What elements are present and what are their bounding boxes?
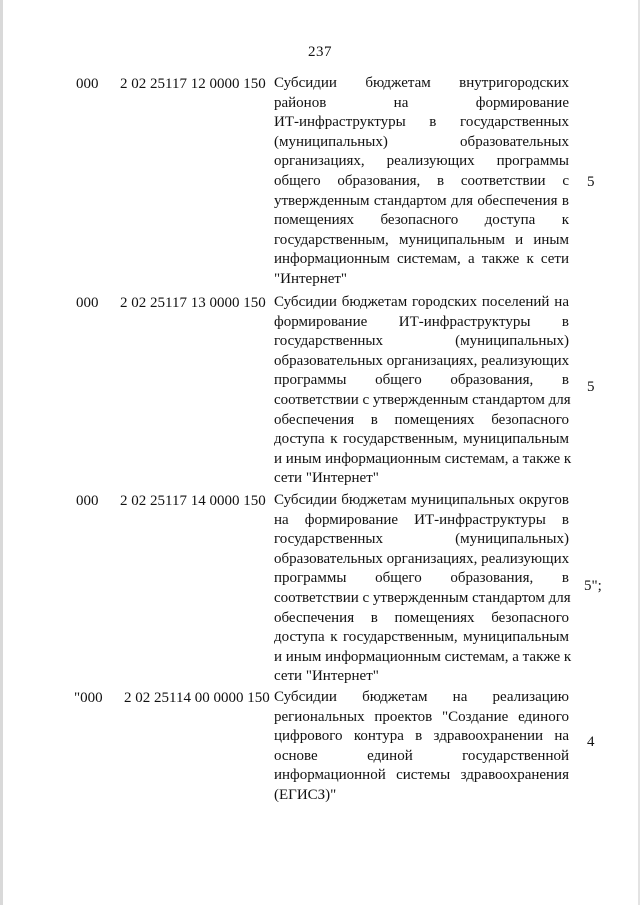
description-line: районов на формирование — [274, 94, 569, 111]
description-line: информационной системы здравоохранения — [274, 767, 569, 784]
description-line: Субсидии бюджетам на реализацию — [274, 689, 569, 705]
description-line: и иным информационным системам, а также к — [274, 450, 572, 467]
budget-code: 2 02 25117 14 0000 150 — [120, 493, 266, 509]
description-line: сети "Интернет" — [274, 668, 379, 685]
amount-value: 4 — [587, 734, 595, 750]
description-line: общего образования, в соответствии с — [274, 172, 569, 189]
description-line: программы общего образования, в — [274, 570, 569, 587]
row-description — [274, 293, 572, 489]
page-number: 237 — [308, 44, 332, 60]
admin-code: 000 — [76, 295, 99, 311]
description-line: Субсидии бюджетам внутригородских — [274, 75, 569, 91]
description-line: основе единой государственной — [274, 747, 569, 764]
description-line: соответствии с утвержденным стандартом для — [274, 589, 571, 606]
amount-value: 5"; — [584, 578, 602, 594]
description-line: Субсидии бюджетам муниципальных округов — [274, 492, 569, 508]
description-line: государственным, муниципальным и иным — [274, 231, 569, 248]
description-line: региональных проектов "Создание единого — [274, 708, 569, 725]
description-line: государственных (муниципальных) — [274, 333, 569, 350]
admin-code: 000 — [76, 76, 99, 92]
admin-code: "000 — [74, 690, 103, 706]
amount-value: 5 — [587, 379, 595, 395]
description-line: образовательных организациях, реализующих — [274, 550, 570, 567]
description-line: обеспечения в помещениях безопасного — [274, 609, 569, 626]
description-line: цифрового контура в здравоохранении на — [274, 728, 569, 745]
description-line: (муниципальных) образовательных — [274, 133, 569, 150]
amount-value: 5 — [587, 174, 595, 190]
description-line: и иным информационным системам, а также к — [274, 648, 572, 665]
description-line: обеспечения в помещениях безопасного — [274, 411, 569, 428]
description-line: помещениях безопасного доступа к — [274, 212, 569, 229]
description-line: ИТ-инфраструктуры в государственных — [274, 114, 569, 131]
description-line: "Интернет" — [274, 270, 348, 287]
description-line: образовательных организациях, реализующих — [274, 352, 570, 369]
row-description — [274, 74, 569, 290]
description-line: сети "Интернет" — [274, 470, 379, 487]
admin-code: 000 — [76, 493, 99, 509]
description-line: утвержденным стандартом для обеспечения в — [274, 192, 569, 209]
description-line: доступа к государственным, муниципальным — [274, 431, 569, 448]
description-line: Субсидии бюджетам городских поселений на — [274, 294, 569, 310]
description-line: (ЕГИСЗ)" — [274, 786, 337, 803]
row-description — [274, 491, 572, 687]
description-line: организациях, реализующих программы — [274, 153, 569, 170]
budget-code: 2 02 25114 00 0000 150 — [124, 690, 270, 706]
description-line: государственных (муниципальных) — [274, 531, 569, 548]
description-line: доступа к государственным, муниципальным — [274, 629, 569, 646]
description-line: программы общего образования, в — [274, 372, 569, 389]
description-line: на формирование ИТ-инфраструктуры в — [274, 511, 569, 528]
budget-code: 2 02 25117 12 0000 150 — [120, 76, 266, 92]
row-description — [274, 688, 569, 806]
budget-code: 2 02 25117 13 0000 150 — [120, 295, 266, 311]
page-edge-left — [0, 0, 3, 905]
description-line: формирование ИТ-инфраструктуры в — [274, 313, 569, 330]
description-line: информационным системам, а также к сети — [274, 251, 569, 268]
description-line: соответствии с утвержденным стандартом для — [274, 391, 571, 408]
